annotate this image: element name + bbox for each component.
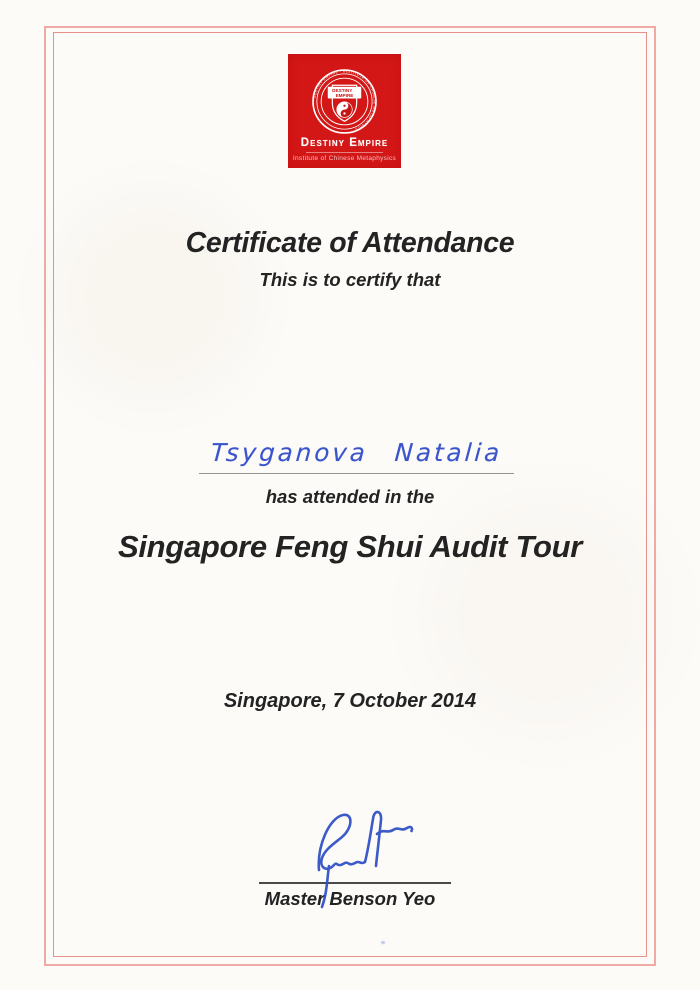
destiny-empire-seal-icon <box>311 68 378 135</box>
attendance-text: has attended in the <box>265 486 435 507</box>
recipient-name-line <box>199 438 514 474</box>
logo-divider <box>306 152 383 153</box>
signature-ink <box>305 800 430 918</box>
seal-ring-text: · DESTINY EMPIRE · INSTITUTE OF CHINESE METAPHYSICS · <box>312 69 377 133</box>
logo-org-name: Destiny Empire <box>300 137 389 149</box>
signer-name: Master Benson Yeo <box>264 888 436 909</box>
scan-artifact-dot <box>381 941 385 944</box>
seal-banner-text: DESTINY EMPIRE <box>332 87 354 99</box>
certify-subtitle: This is to certify that <box>259 269 441 290</box>
destiny-empire-logo <box>288 54 401 168</box>
certificate-title: Certificate of Attendance <box>185 227 515 259</box>
event-title: Singapore Feng Shui Audit Tour <box>117 529 582 564</box>
yin-yang-icon <box>337 102 352 117</box>
place-and-date: Singapore, 7 October 2014 <box>223 690 477 712</box>
logo-tagline: Institute of Chinese Metaphysics <box>292 155 397 162</box>
recipient-name: Tsyganova Natalia <box>209 438 504 467</box>
